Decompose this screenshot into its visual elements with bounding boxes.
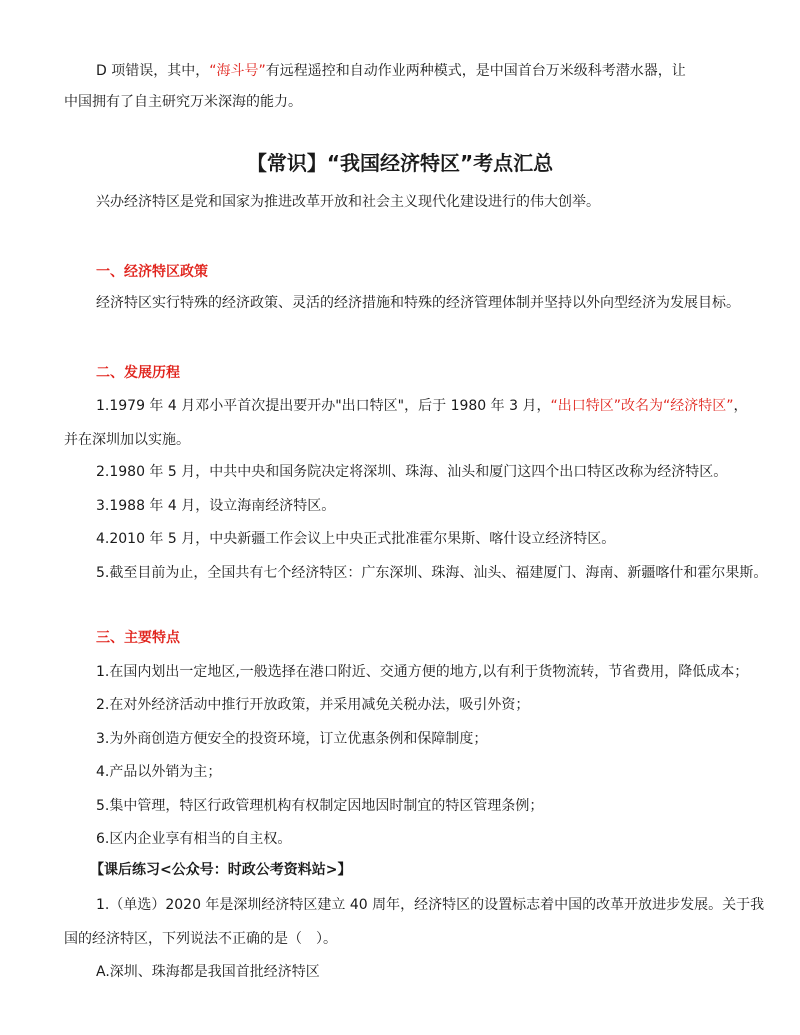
page-title: 【常识】“我国经济特区”考点汇总	[246, 151, 554, 175]
history-item-1-prefix: 1.1979 年 4 月邓小平首次提出要开办"出口特区"，后于 1980 年 3 月，	[96, 398, 551, 414]
feature-item: 6.区内企业享有相当的自主权。	[96, 831, 292, 847]
section-3-heading: 三、主要特点	[96, 630, 180, 646]
history-item-2: 2.1980 年 5 月，中共中央和国务院决定将深圳、珠海、汕头和厦门这四个出口特区改称为经济特区。	[96, 464, 728, 480]
feature-item: 2.在对外经济活动中推行开放政策，并采用减免关税办法，吸引外资；	[96, 697, 530, 713]
section-1-text: 经济特区实行特殊的经济政策、灵活的经济措施和特殊的经济管理体制并坚持以外向型经济为发展目标。	[96, 295, 740, 311]
intro-highlight: “海斗号”	[209, 63, 266, 79]
option-a: A.深圳、珠海都是我国首批经济特区	[96, 964, 320, 980]
intro-line-1	[96, 61, 686, 81]
history-item-1	[96, 396, 747, 416]
feature-item: 5.集中管理，特区行政管理机构有权制定因地因时制宜的特区管理条例；	[96, 798, 544, 814]
feature-item: 4.产品以外销为主；	[96, 764, 222, 780]
history-item-5: 5.截至目前为止，全国共有七个经济特区：广东深圳、珠海、汕头、福建厦门、海南、新疆喀什和霍尔果斯。	[96, 565, 768, 581]
history-item-1-highlight: “出口特区”改名为“经济特区”	[550, 398, 734, 414]
section-2-heading: 二、发展历程	[96, 365, 180, 381]
history-item-1-suffix: ，	[733, 398, 748, 414]
history-item-1-cont: 并在深圳加以实施。	[64, 432, 190, 448]
lead-paragraph: 兴办经济特区是党和国家为推进改革开放和社会主义现代化建设进行的伟大创举。	[96, 194, 600, 210]
question-1-line-2: 国的经济特区，下列说法不正确的是（ ）。	[64, 931, 337, 947]
history-item-3: 3.1988 年 4 月，设立海南经济特区。	[96, 498, 336, 514]
question-1-line-1: 1.（单选）2020 年是深圳经济特区建立 40 周年，经济特区的设置标志着中国的改革开放进步发展。关于我	[96, 897, 765, 913]
practice-label: 【课后练习<公众号：时政公考资料站>】	[90, 862, 352, 878]
history-item-4: 4.2010 年 5 月，中央新疆工作会议上中央正式批准霍尔果斯、喀什设立经济特区。	[96, 531, 616, 547]
section-1-heading: 一、经济特区政策	[96, 264, 208, 280]
intro-prefix: D 项错误，其中，	[96, 63, 210, 79]
feature-item: 3.为外商创造方便安全的投资环境，订立优惠条例和保障制度；	[96, 731, 488, 747]
intro-line-2: 中国拥有了自主研究万米深海的能力。	[64, 94, 302, 110]
intro-suffix: 有远程遥控和自动作业两种模式，是中国首台万米级科考潜水器，让	[265, 63, 686, 79]
feature-item: 1.在国内划出一定地区,一般选择在港口附近、交通方便的地方,以有利于货物流转，节省费用，降低成本；	[96, 664, 749, 680]
